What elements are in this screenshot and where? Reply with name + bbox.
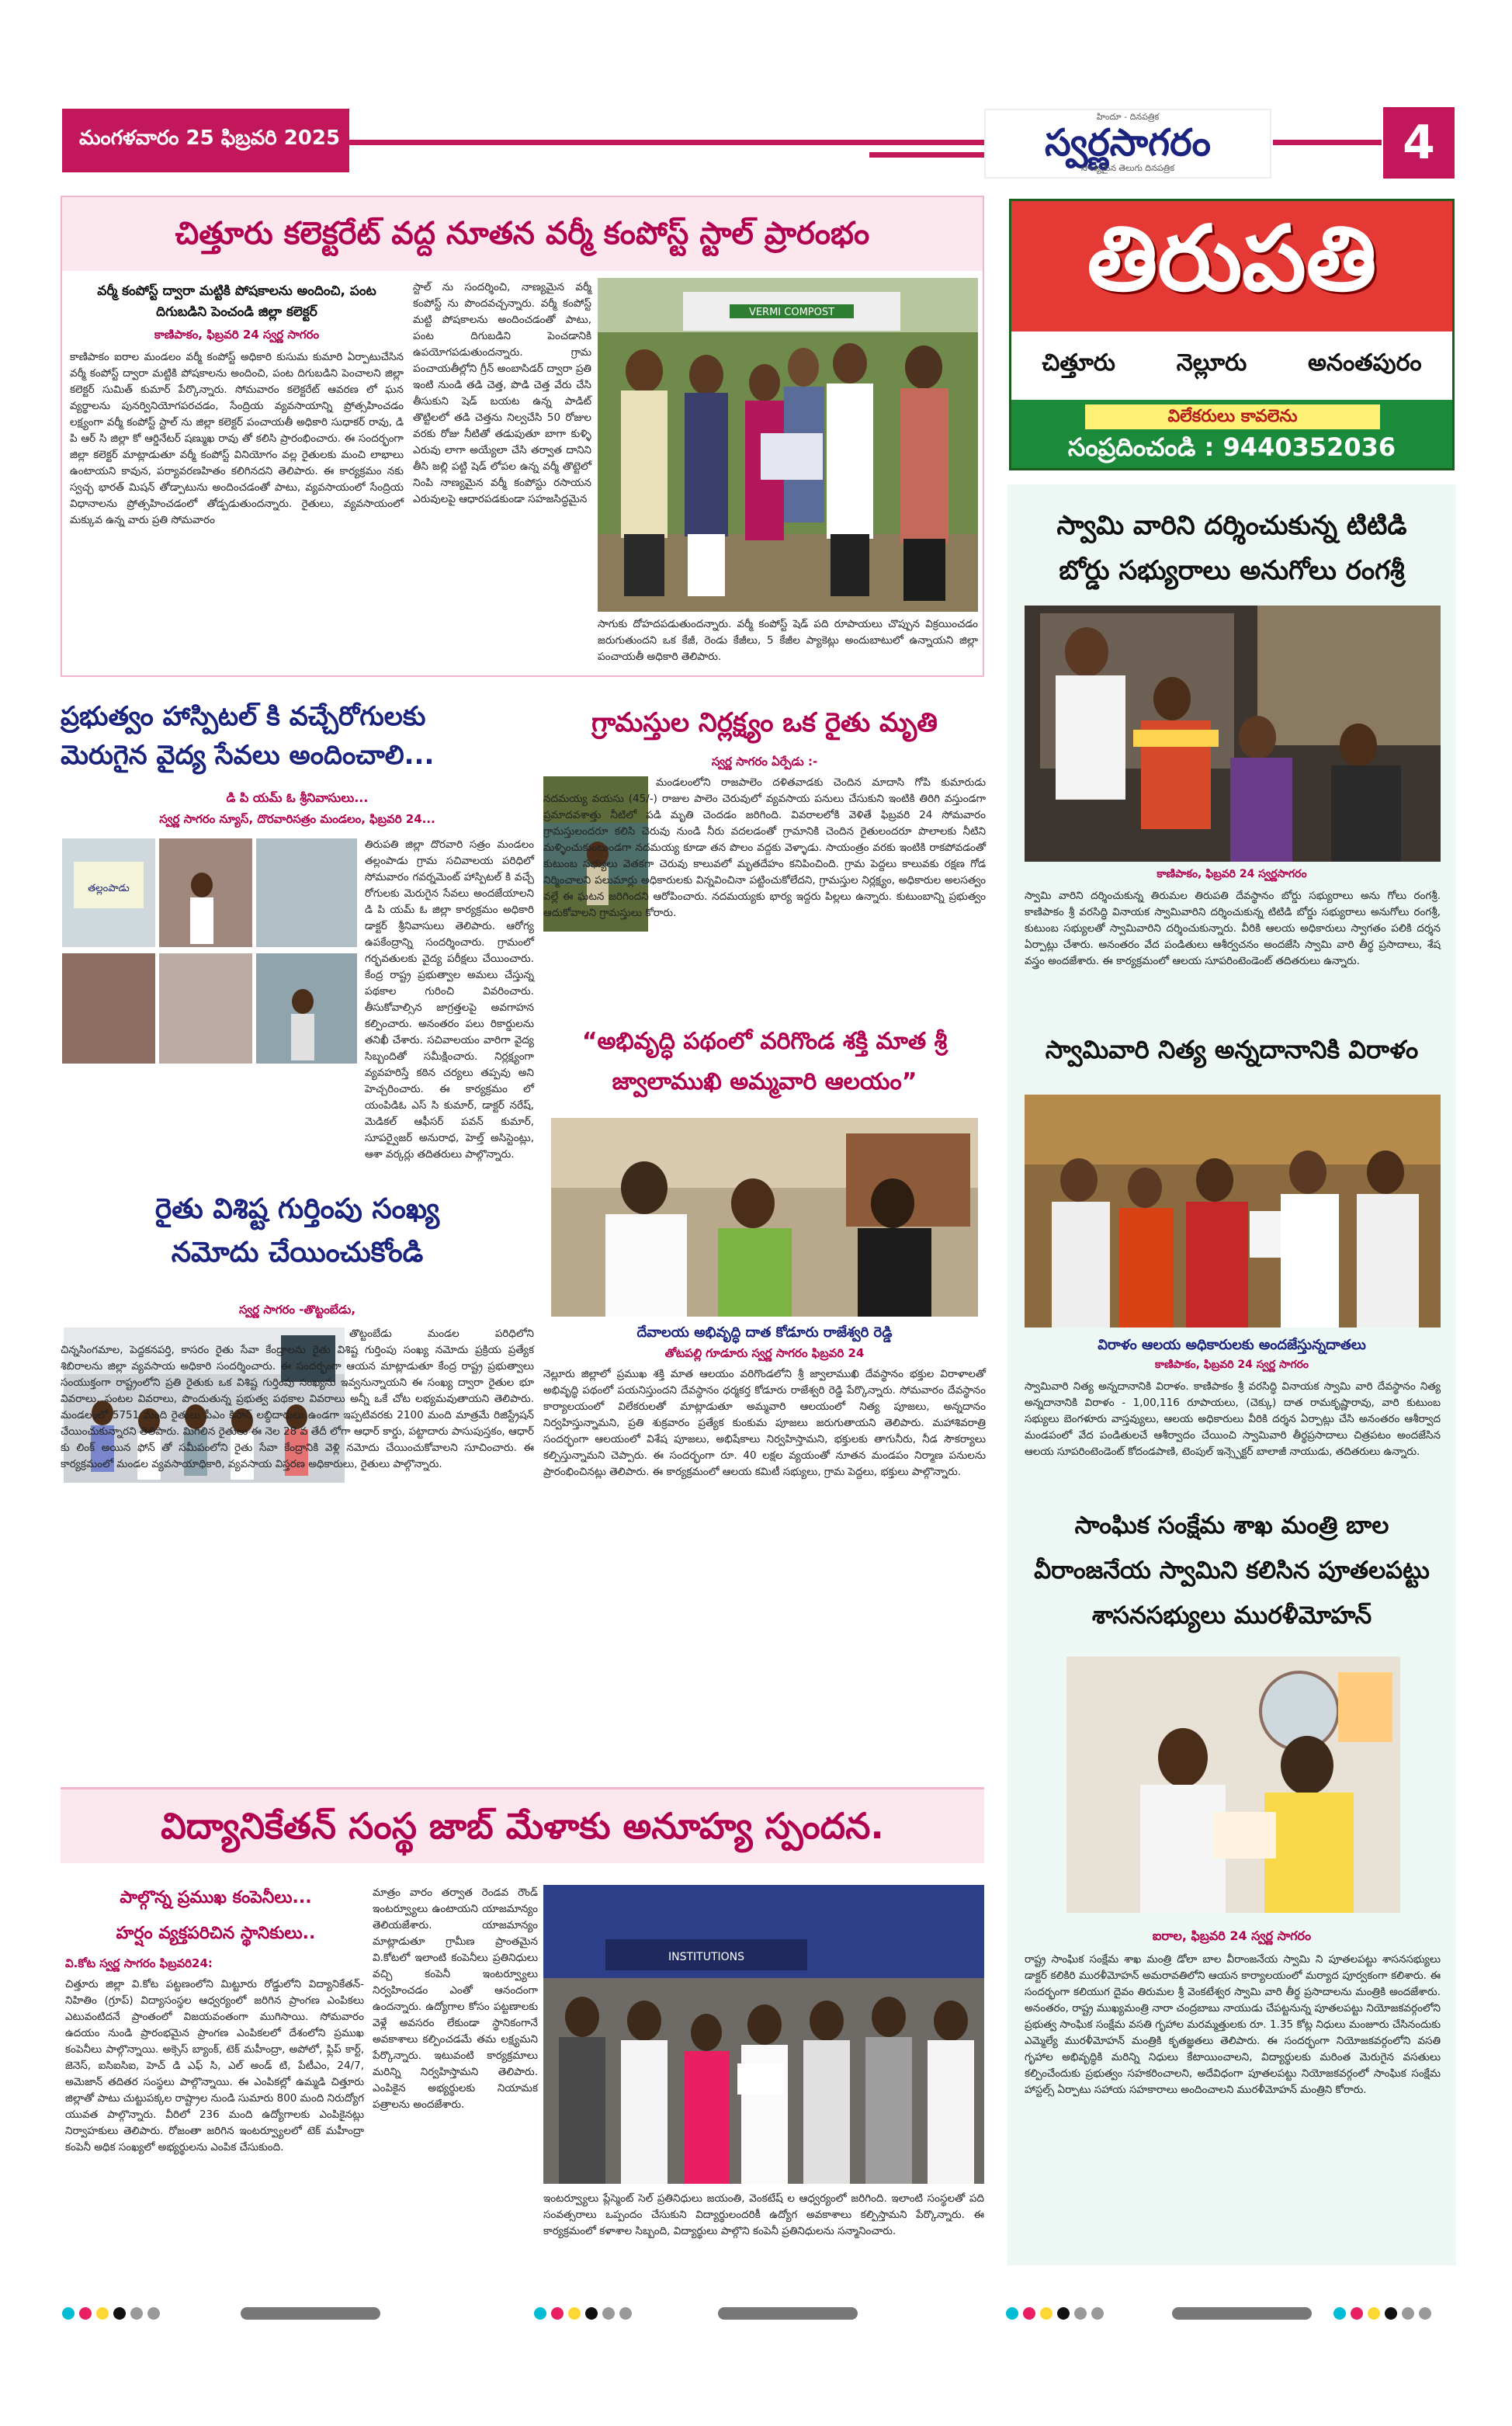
headline-line: “అభివృద్ధి పథంలో వరిగొండ శక్తి మాత శ్రీ <box>581 1028 948 1055</box>
photo-temple-donor <box>551 1118 978 1317</box>
masthead-tag-bottom: నాణ్యమైన తెలుగు దినపత్రిక <box>1081 163 1174 173</box>
subheadline: వర్మీ కంపోస్ట్ ద్వారా మట్టికి పోషకాలను అందించి, పంట దిగుబడిని పెంచండి జిల్లా కలెక్టర్ <box>97 283 376 320</box>
article-body: స్టాల్ ను సందర్శించి, నాణ్యమైన వర్మీ కంపోస్ట్ ను పొందవచ్చన్నారు. వర్మీ కంపోస్ట్ మట్టి పోషకాలను అందించడంతో పాటు, పంట దిగుబడిని పెంచడానికి ఉపయోగపడుతుందన్నారు. గ్రామ పంచాయతీల్లోని గ్రీన్ అంబాసిడర్ ద్వారా ప్రతి ఇంటి నుండి తడి చెత్త, పొడి చెత్త వేరు చేసి తీసుకుని షెడ్ బయట ఉన్న పాడిట్ తొట్టిలలో తడి చెత్తను నిల్వచేసి 50 రోజుల వరకు రోజు నీటితో తడుపుతూ బాగా కుళ్ళి ఎరువు లాగా అయ్యేలా చేసి తర్వాత దానిని తీసి జల్లి పట్టి షెడ్ లోపల ఉన్న వర్మీ తొట్టెలో నింపి నాణ్యమైన వర్మీ కంపోస్టు రసాయన ఎరువులపై ఆధారపడకుండా సహజసిద్ధమైన <box>413 281 591 505</box>
photo-minister-meeting <box>1066 1657 1400 1913</box>
masthead-tag-top: హిందూ - దినపత్రిక <box>1096 112 1160 122</box>
headline-line: స్వామి వారిని దర్శించుకున్న టిటిడి <box>1056 510 1407 541</box>
article-body: చిత్తూరు జిల్లా వి.కోట పట్టణంలోని మిట్టూరు రోడ్డులోని విద్యానికేతన్-నిహితిం (గ్రూప్) విద్యాసంస్థల ఆధ్వర్యంలో జరిగిన ప్రాంగణ ఎంపికలు ఎటువంటిదనే ప్రాంతంలో విజయవంతంగా ముగిసాయి. సోమవారం ఉదయం నుండి ప్రారంభమైన ప్రాంగణ ఎంపికలలో దేశంలోని ప్రముఖ కంపెనీలు పాల్గొన్నాయి. అక్సెస్ బ్యాంక్, టెక్ మహీంద్రా, అపోలో, ఫ్లిప్ కార్ట్, జెనెస్, ఐసిఐసిఐ, హెచ్ డి ఎఫ్ సి, ఎల్ అండ్ టి, పేటీఎం, 24/7, అమెజాన్ తదితర సంస్థలు పాల్గొన్నాయి. ఈ ఎంపికల్లో ఉమ్మడి చిత్తూరు జిల్లాతో పాటు చుట్టుపక్కల రాష్ట్రాల నుండి సుమారు 800 మంది నిరుద్యోగ యువత పాల్గొన్నారు. వీరిలో 236 మంది ఉద్యోగాలకు ఎంపికైనట్లు నిర్వాహకులు తెలిపారు. రోజంతా జరిగిన ఇంటర్వ్యూలలో టెక్ మహీంద్రా కంపెనీ అధిక సంఖ్యలో అభ్యర్థులను ఎంపిక చేసుకుంది. <box>65 1978 364 2154</box>
ad-title: తిరుపతి <box>1087 206 1377 311</box>
registration-bar <box>1172 2307 1312 2320</box>
headline <box>543 1022 986 1102</box>
headline-line: రైతు విశిష్ట గుర్తింపు సంఖ్య <box>154 1193 440 1225</box>
headline-line: నమోదు చేయించుకోండి <box>171 1237 424 1269</box>
headline: చిత్తూరు కలెక్టరేట్ వద్ద నూతన వర్మీ కంపోస్ట్ స్టాల్ ప్రారంభం <box>62 197 983 271</box>
dateline: ఐరాల, ఫిబ్రవరి 24 స్వర్ణ సాగరం <box>1152 1928 1312 1943</box>
headline-line: శాసనసభ్యులు మురళీమోహన్ <box>1091 1602 1372 1629</box>
dateline: కాణిపాకం, ఫిబ్రవరి 24 స్వర్ణ సాగరం <box>1154 1359 1309 1371</box>
headline-line: ప్రభుత్వం హాస్పిటల్ కి వచ్చేరోగులకు <box>61 701 426 732</box>
news-photo <box>543 1885 984 2184</box>
registration-dots <box>62 2307 160 2320</box>
article-body: స్వామి వారిని దర్శించుకున్న తిరుమల తిరుపతి దేవస్థానం బోర్డు సభ్యురాలు అను గోలు రంగశ్రీ. కాణిపాకం శ్రీ వరసిద్ధి వినాయక స్వామివారిని దర్శించుకున్న టిటిడి బోర్డు సభ్యురాలు అనుగోలు రంగశ్రీ, కుటుంబ సభ్యులతో స్వామివారిని దర్శించుకున్నారు. వీరికి ఆలయ అధికారులు స్వాగతం పలికి దర్శన ఏర్పాట్లు చేశారు. అనంతరం వేద పండితులు ఆశీర్వచనం అందజేసి స్వామి వారి తీర్థ ప్రసాదాలు, శేష వస్త్రం అందజేశారు. ఈ కార్యక్రమంలో ఆలయ సూపరింటెండెంట్ తదితరులు ఉన్నారు. <box>1025 890 1441 967</box>
article-body: తిరుపతి జిల్లా దొరవారి సత్రం మండలం తల్లంపాడు గ్రామ సచివాలయ పరిధిలో సోమవారం గవర్నమెంట్ హాస్పిటల్ కి వచ్చే రోగులకు మెరుగైన సేవలు అందజేయాలని డి పి యమ్ ఓ జిల్లా కార్యక్రమం అధికారి డాక్టర్ శ్రీనివాసులు తెలిపారు. ఆరోగ్య ఉపకేంద్రాన్ని సందర్శించారు. గ్రామంలో గర్భవతులకు వైద్య పరీక్షలు చేయించారు. కేంద్ర రాష్ట్ర ప్రభుత్వాల అమలు చేస్తున్న పథకాల గురించి వివరించారు. తీసుకోవాల్సిన జాగ్రత్తలపై అవగాహన కల్పించారు. అనంతరం పలు రికార్డులను తనిఖీ చేశారు. సచివాలయం వారిగా వైద్య సిబ్బందితో సమీక్షించారు. నిర్లక్ష్యంగా వ్యవహరిస్తే కఠిన చర్యలు తప్పవు అని హెచ్చరించారు. ఈ కార్యక్రమం లో యంపిడిఓ ఎస్ సి కుమార్, డాక్టర్ నరేష్, మెడికల్ ఆఫీసర్ పవన్ కుమార్, సూపర్వైజర్ అనురాధ, హెల్త్ అసిస్టెంట్లు, ఆశా వర్కర్లు తదితరులు పాల్గొన్నారు. <box>365 838 534 1161</box>
headline <box>1015 1503 1448 1638</box>
ad-contact: సంప్రదించండి : 9440352036 <box>1067 432 1396 462</box>
dateline: కాణిపాకం, ఫిబ్రవరి 24 స్వర్ణ సాగరం <box>154 328 320 342</box>
photo-caption: విరాళం ఆలయ అధికారులకు అందజేస్తున్నదాతలు <box>1098 1337 1366 1353</box>
article-body: కాణిపాకం ఐరాల మండలం వర్మీ కంపోస్ట్ అధికారి కుసుమ కుమారి ఏర్పాటుచేసిన వర్మీ కంపోస్ట్ ద్వారా మట్టికి పోషకాలను అందించి, పంట దిగుబడిని పెంచాలని జిల్లా కలెక్టర్ సుమిత్ కుమార్ పేర్కొన్నారు. సోమవారం కలెక్టరేట్ ఆవరణ లో ఘన వ్యర్థాలను పునర్వినియోగపరచడం, సేంద్రియ వ్యవసాయాన్ని ప్రోత్సహించడం లక్ష్యంగా వర్మీ కంపోస్ట్ స్టాల్ ను జిల్లా కలెక్టర్ పంచాయతీ అధికారి సుధాకర్ రావు, డి పి ఆర్ సి జిల్లా కో ఆర్డినేటర్ షణ్ముఖ రావు తో కలిసి ప్రారంభించారు. ఈ సందర్భంగా జిల్లా కలెక్టర్ మాట్లాడుతూ వర్మీ కంపోస్ట్ వినియోగం వల్ల రైతులకు మంచి లాభాలు ఉంటాయని కావున, పర్యావరణహితం కలిగినదని తెలిపారు. ఈ కార్యక్రమం నకు స్వచ్ఛ భారత్ మిషన్ తోడ్పాటును అందించడంతో పాటు, వ్యవసాయంలో సేంద్రియ విధానాలను ప్రోత్సహించడంలో తోడ్పడుతుందన్నారు. రైతులు, వ్యవసాయంలో మక్కువ ఉన్న వారు ప్రతి సోమవారం <box>70 351 404 526</box>
headline-line: మెరుగైన వైద్య సేవలు అందించాలి... <box>61 740 435 771</box>
photo-ttd-board-member <box>1025 606 1441 862</box>
article-body: మాత్రం వారం తర్వాత రెండవ రౌండ్ ఇంటర్వ్యూలు ఉంటాయని యాజమాన్యం తెలియజేశారు. యాజమాన్యం మాట్లాడుతూ గ్రామీణ ప్రాంతమైన వి.కోటలో ఇలాంటి కంపెనీలు ప్రతినిధులు వచ్చి కంపెనీ ఇంటర్వ్యూలు నిర్వహించడం ఎంతో ఆనందంగా ఉందన్నారు. ఉద్యోగాల కోసం పట్టణాలకు వెళ్లే అవసరం లేకుండా స్థానికంగానే అవకాశాలు కల్పించడమే తమ లక్ష్యమని పేర్కొన్నారు. ఇటువంటి కార్యక్రమాలు మరిన్ని నిర్వహిస్తామని తెలిపారు. ఎంపికైన అభ్యర్థులకు నియామక పత్రాలను అందజేశారు. <box>373 1886 538 2111</box>
photo-hospital-visit <box>62 838 357 1064</box>
header-rule <box>349 140 986 145</box>
registration-dots <box>1333 2307 1431 2320</box>
news-photo <box>1025 1095 1441 1328</box>
photo-vermi-compost-stall <box>598 278 978 612</box>
date-text: మంగళవారం 25 ఫిబ్రవరి 2025 <box>79 127 341 150</box>
dateline: తోటపల్లి గూడూరు స్వర్ణ సాగరం ఫిబ్రవరి 24 <box>664 1346 865 1360</box>
masthead-title: స్వర్ణసాగరం <box>1045 121 1211 165</box>
dateline: స్వర్ణ సాగరం ఏర్పేడు :- <box>711 755 818 769</box>
ad-wanted: విలేకరులు కావలెను <box>1085 404 1380 429</box>
headline: స్వామివారి నిత్య అన్నదానానికి విరాళం <box>1045 1035 1419 1064</box>
registration-bar <box>718 2307 858 2320</box>
subheadline: హర్షం వ్యక్తపరిచిన స్థానికులు.. <box>116 1924 316 1943</box>
headline-line: వీరాంజనేయ స్వామిని కలిసిన పూతలపట్టు <box>1034 1557 1430 1584</box>
article-body: నెల్లూరు జిల్లాలో ప్రముఖ శక్తి మాత ఆలయం వరిగొండలోని శ్రీ జ్వాలాముఖి దేవస్థానం భక్తుల విరాళాలతో అభివృద్ధి పథంలో పయనిస్తుందని దేవస్థానం ధర్మకర్త కోడూరు రాజేశ్వరి రెడ్డి పేర్కొన్నారు. సోమవారం దేవస్థానం కార్యాలయంలో విలేకరులతో మాట్లాడుతూ అమ్మవారి ఆలయంలో నిత్య పూజలు, అన్నదానం నిర్వహిస్తున్నామని, ప్రతి శుక్రవారం ప్రత్యేక కుంకుమ పూజలు జరుగుతాయని తెలిపారు. మహాశివరాత్రి సందర్భంగా ఆలయంలో విశేష పూజలు, అభిషేకాలు నిర్వహిస్తామని, భక్తులకు తాగునీరు, నీడ సౌకర్యాలు కల్పిస్తున్నామని చెప్పారు. ఈ సందర్భంగా రూ. 40 లక్షల వ్యయంతో నూతన మండపం నిర్మాణ పనులను ప్రారంభించినట్లు తెలిపారు. ఈ కార్యక్రమంలో ఆలయ కమిటీ సభ్యులు, గ్రామ పెద్దలు, భక్తులు పాల్గొన్నారు. <box>543 1368 986 1478</box>
dateline: కాణిపాకం, ఫిబ్రవరి 24 స్వర్ణసాగరం <box>1157 868 1307 880</box>
header-rule <box>1273 140 1382 145</box>
date-banner <box>62 109 349 172</box>
news-photo <box>1066 1657 1400 1913</box>
news-photo <box>598 278 978 612</box>
photo-job-mela <box>543 1885 984 2184</box>
headline: విద్యానికేతన్ సంస్థ జాబ్ మేళాకు అనూహ్య స్పందన. <box>161 1805 884 1847</box>
right-column <box>1007 484 1456 2265</box>
photo-caption: దేవాలయ అభివృద్ధి దాత కోడూరు రాజేశ్వరి రెడ్డి <box>636 1324 893 1341</box>
article-body: రాష్ట్ర సాంఘిక సంక్షేమ శాఖ మంత్రి డోలా బాల వీరాంజనేయ స్వామి ని పూతలపట్టు శాసనసభ్యులు డాక్టర్ కలికిరి మురళీమోహన్ అమరావతిలోని ఆయన కార్యాలయంలో మర్యాద పూర్వకంగా కలిశారు. ఈ సందర్భంగా కలియుగ దైవం తిరుమల శ్రీ వెంకటేశ్వర స్వామి వారి తీర్థ ప్రసాదాలను మంత్రికి అందజేశారు. అనంతరం, రాష్ట్ర ముఖ్యమంత్రి నారా చంద్రబాబు నాయుడు చేపట్టనున్న పూతలపట్టు నియోజకవర్గంలోని ప్రభుత్వ సాంఘిక సంక్షేమ వసతి గృహాల మరమ్మత్తులకు రూ. 1.35 కోట్ల నిధులు మంజూరు చేసినందుకు ఎమ్మెల్యే మురళీమోహన్ మంత్రికి కృతజ్ఞతలు తెలిపారు. ఈ సందర్భంగా నియోజకవర్గంలోని వసతి గృహాల అభివృద్ధికి మరిన్ని నిధులు కేటాయించాలని, విద్యార్థులకు మరింత మెరుగైన వసతులు కల్పించేందుకు ప్రభుత్వం సహకరించాలని, అదేవిధంగా పూతలపట్టు నియోజకవర్గంలో సాంఘిక సంక్షేమ హాస్టల్స్ ఏర్పాటు సహాయ సహకారాలు అందించాలని మురళీమోహన్ మంత్రిని కోరారు. <box>1025 1953 1441 2096</box>
article-body: ఇంటర్వ్యూలు ప్లేస్మెంట్ సెల్ ప్రతినిధులు జయంతి, వెంకటేష్ ల ఆధ్వర్యంలో జరిగింది. ఇలాంటి సంస్థలతో పది సంవత్సరాలు ఒప్పందం చేసుకుని విద్యార్థులందరికీ ఉద్యోగ అవకాశాలు కల్పిస్తామని పేర్కొన్నారు. ఈ కార్యక్రమంలో కళాశాల సిబ్బంది, విద్యార్థులు పాల్గొని కంపెనీ ప్రతినిధులను సన్మానించారు. <box>543 2192 984 2237</box>
news-photo <box>1025 606 1441 862</box>
ad-cities <box>1011 331 1452 400</box>
dateline: వి.కోట స్వర్ణ సాగరం ఫిబ్రవరి24: <box>65 1956 213 1970</box>
headline-line: జ్వాలాముఖి అమ్మవారి ఆలయం” <box>612 1068 917 1095</box>
registration-bar <box>241 2307 380 2320</box>
subheadline: పాల్గొన్న ప్రముఖ కంపెనీలు... <box>120 1888 312 1907</box>
ad-city: చిత్తూరు <box>1042 349 1115 377</box>
article-body: మండలంలోని రాజపాలెం దళితవాడకు చెందిన మాదాసి గోపి కుమారుడు నదమయ్య వయసు (45/-) రాజుల పాలెం చెరువులో వ్యవసాయ పనులు చేసుకుని ఇంటికి తిరిగి వస్తుండగా ప్రమాదవశాత్తు నీటిలో పడి మృతి చెందడం జరిగింది. వివరాలలోకి వెళితే ఫిబ్రవరి 24 సోమవారం గ్రామస్తులందరూ కలిసి చెరువు నుండి నీరు వదలడంతో గ్రామానికి చెందిన రైతులందరూ పొలాలకు నీటిని మళ్ళించుకుంటుండగా నదమయ్య కూడా తన పొలం వద్దకు వెళ్ళాడు. సాయంత్రం వరకు ఇంటికి రాకపోవడంతో కుటుంబ సభ్యులు వెతకగా చెరువు కాలువలో మృతదేహం కనిపించింది. గ్రామ పెద్దలు కాలువకు రక్షణ గోడ నిర్మించాలని పలుమార్లు అధికారులకు విన్నవించినా పట్టించుకోలేదని, గ్రామస్తుల నిర్లక్ష్యం, అధికారుల అలసత్వం వల్లే ఈ ఘటన జరిగిందని ఆరోపించారు. నదమయ్యకు భార్య ఇద్దరు పిల్లలు ఉన్నారు. కుటుంబాన్ని ప్రభుత్వం ఆదుకోవాలని గ్రామస్తులు కోరారు. <box>543 776 986 919</box>
headline <box>61 697 534 779</box>
article-body: సాగుకు దోహదపడుతుందన్నారు. వర్మీ కంపోస్ట్ షెడ్ పది రూపాయలు చొప్పున విక్రయించడం జరుగుతుందని ఒక కేజీ, రెండు కేజీలు, 5 కేజీల ప్యాకెట్లు అందుబాటులో ఉన్నాయని జిల్లా పంచాయతీ అధికారి తెలిపారు. <box>598 618 978 663</box>
byline: డి పి యమ్ ఓ శ్రీనివాసులు... <box>226 790 369 805</box>
article-body: స్వామివారి నిత్య అన్నదానానికి విరాళం. కాణిపాకం శ్రీ వరసిద్ధి వినాయక స్వామి వారి దేవస్థానం నిత్య అన్నదానానికి విరాళం - 1,00,116 రూపాయలు, (చెక్కు) దాత రామకృష్ణారావు, వారి కుటుంబ సభ్యులు బెంగళూరు వాస్తవ్యులు, ఆలయ అధికారులు వీరికి దర్శన ఏర్పాట్లు చేసి అనంతరం ఆశీర్వాద మండపంలో వేద పండితులచే ఆశీర్వాదం చేయించి స్వామివారి తీర్థప్రసాదాలు చిత్రపటం అందజేసిన ఆలయ సూపరింటెండెంట్ కోదండపాణి, టెంపుల్ ఇన్స్పెక్టర్ బాలాజీ నాయుడు, తదితరులు ఉన్నారు. <box>1025 1380 1441 1458</box>
photo-sign-text: తల్లంపాడు <box>88 883 130 894</box>
header-rule <box>869 152 986 158</box>
headline-line: బోర్డు సభ్యురాలు అనుగోలు రంగశ్రీ <box>1059 555 1405 586</box>
masthead-logo <box>984 109 1271 179</box>
news-photo <box>551 1118 978 1317</box>
dateline: స్వర్ణ సాగరం న్యూస్, దొరవారిసత్రం మండలం, ఫిబ్రవరి 24... <box>159 812 435 826</box>
article-body: తొట్టంబేడు మండల పరిధిలోని చిన్నసింగమాల, పెద్దకనపర్తి, కాసరం రైతు సేవా కేంద్రాలను రైతు విశిష్ట గుర్తింపు సంఖ్య నమోదు ప్రక్రియ ప్రత్యేక శిబిరాలను జిల్లా వ్యవసాయ అధికారి సందర్శించారు. ఈ సందర్భంగా ఆయన మాట్లాడుతూ కేంద్ర రాష్ట్ర ప్రభుత్వాలు సంయుక్తంగా రాష్ట్రంలోని ప్రతి రైతుకు ఒక విశిష్ట గుర్తింపు సంఖ్యను ఇవ్వనున్నాయని ఈ సంఖ్య ద్వారా రైతుల భూ వివరాలు, పంటల వివరాలు, పొందుతున్న ప్రభుత్వ పథకాల వివరాలు అన్నీ ఒకే చోట లభ్యమవుతాయని తెలిపారు. మండలంలో 5751 మంది రైతులు పీఎం కిసాన్ లబ్ధిదారులు ఉండగా ఇప్పటివరకు 2100 మంది మాత్రమే రిజిస్ట్రేషన్ చేయించుకున్నారని తెలిపారు. మిగిలిన రైతులు ఈ నెల 28 వ తేదీ లోగా ఆధార్ కార్డు, పట్టాదారు పాసుపుస్తకం, ఆధార్ కు లింక్ అయిన ఫోన్ తో సమీపంలోని రైతు సేవా కేంద్రానికి వెళ్లి నమోదు చేయించుకోవాలని సూచించారు. ఈ కార్యక్రమంలో మండల వ్యవసాయాధికారి, వ్యవసాయ విస్తరణ అధికారులు, రైతులు పాల్గొన్నారు. <box>61 1328 534 1470</box>
page-number: 4 <box>1383 107 1455 179</box>
photo-annadanam-donation <box>1025 1095 1441 1328</box>
advertisement-tirupati <box>1009 199 1455 470</box>
headline <box>1015 503 1448 593</box>
headline <box>61 1188 534 1275</box>
headline-line: సాంఘిక సంక్షేమ శాఖ మంత్రి బాల <box>1074 1511 1389 1539</box>
news-photo-collage <box>62 838 357 1064</box>
dateline: స్వర్ణ సాగరం -తొట్టంబేడు, <box>238 1303 356 1317</box>
registration-dots <box>534 2307 632 2320</box>
headline: గ్రామస్తుల నిర్లక్ష్యం ఒక రైతు మృతి <box>591 707 938 738</box>
ad-city: నెల్లూరు <box>1176 349 1247 377</box>
photo-banner-text: INSTITUTIONS <box>668 1951 745 1963</box>
registration-dots <box>1006 2307 1104 2320</box>
ad-city: అనంతపురం <box>1308 349 1422 377</box>
article-vermi-compost <box>61 196 984 677</box>
photo-banner-text: VERMI COMPOST <box>748 307 835 318</box>
